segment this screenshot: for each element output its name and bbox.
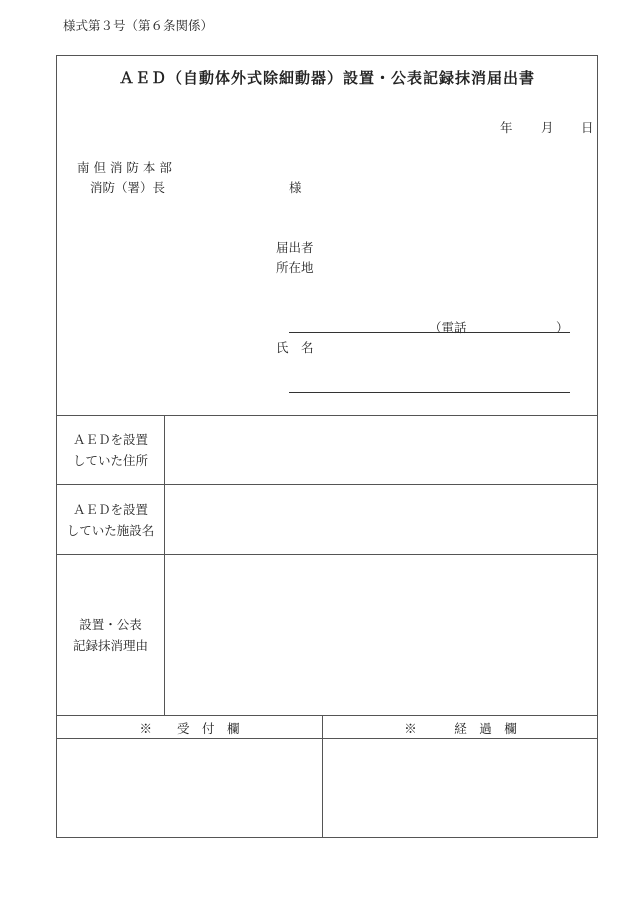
address-row-label-line1: ＡＥＤを設置 — [72, 432, 148, 447]
address-input-cell[interactable] — [165, 416, 597, 484]
phone-label: （電話 — [429, 320, 467, 335]
address-row-label — [57, 429, 164, 471]
progress-cell — [323, 739, 597, 837]
reception-column-header: ※ 受 付 欄 — [139, 721, 240, 736]
reception-cell — [57, 739, 322, 837]
name-label: 氏 名 — [276, 340, 314, 355]
recipient-line2: 消防（署）長 — [90, 180, 166, 195]
recipient-honorific: 様 — [289, 180, 302, 195]
facility-row-label-line2: していた施設名 — [66, 523, 155, 538]
applicant-label: 届出者 — [276, 240, 314, 255]
date-year-label: 年 — [500, 120, 513, 135]
recipient-line1: 南 但 消 防 本 部 — [77, 160, 172, 175]
form-title: ＡＥＤ（自動体外式除細動器）設置・公表記録抹消届出書 — [118, 69, 535, 87]
address-row-label-line2: していた住所 — [72, 453, 148, 468]
reason-row-label-line2: 記録抹消理由 — [72, 638, 148, 653]
reason-row-label-line1: 設置・公表 — [79, 617, 142, 632]
facility-row-label — [57, 499, 164, 541]
progress-column-header: ※ 経 過 欄 — [404, 721, 517, 736]
address-label: 所在地 — [276, 260, 314, 275]
footer-top-border — [56, 715, 598, 716]
date-day-label: 日 — [581, 120, 594, 135]
reason-row-label — [57, 614, 164, 656]
phone-close: ） — [556, 320, 569, 335]
address-underline — [289, 332, 570, 333]
date-month-label: 月 — [541, 120, 554, 135]
facility-input-cell[interactable] — [165, 485, 597, 554]
name-underline — [289, 392, 570, 393]
facility-row-label-line1: ＡＥＤを設置 — [72, 502, 148, 517]
reason-input-cell[interactable] — [165, 555, 597, 715]
form-number: 様式第３号（第６条関係） — [63, 18, 214, 33]
